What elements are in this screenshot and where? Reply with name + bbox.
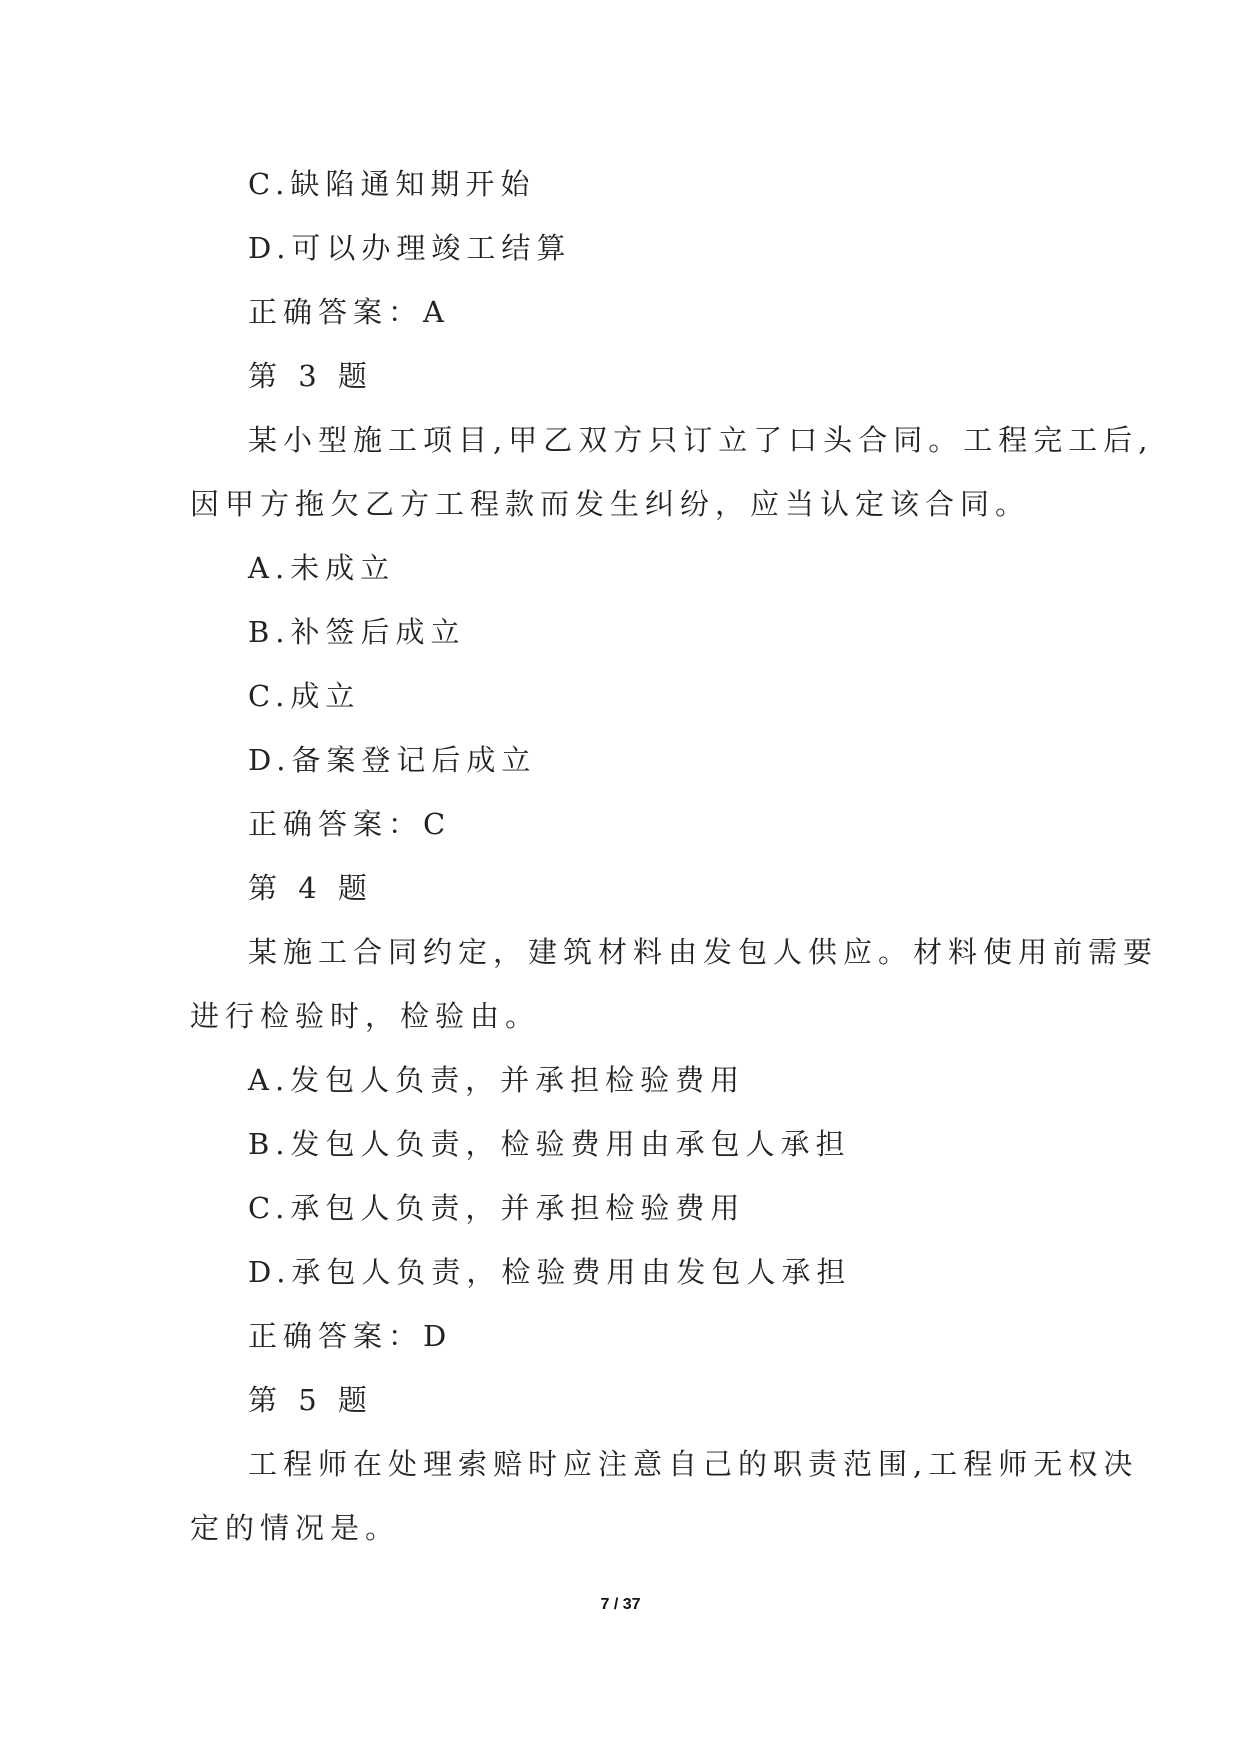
question-heading-4: 第 4 题 — [248, 871, 373, 905]
option-b-q4: B.发包人负责，检验费用由承包人承担 — [248, 1127, 851, 1161]
question-5-text-line-2: 定的情况是。 — [190, 1511, 401, 1545]
option-a-q3: A.未成立 — [248, 551, 396, 585]
question-3-text-line-1: 某小型施工项目,甲乙双方只订立了口头合同。工程完工后, — [248, 423, 1154, 457]
option-d-q2: D.可以办理竣工结算 — [248, 231, 572, 265]
page-number: 7 / 37 — [600, 1596, 641, 1613]
question-heading-5: 第 5 题 — [248, 1383, 373, 1417]
option-c-q2: C.缺陷通知期开始 — [248, 167, 536, 201]
question-4-text-line-1: 某施工合同约定，建筑材料由发包人供应。材料使用前需要 — [248, 935, 1159, 969]
option-d-q4: D.承包人负责，检验费用由发包人承担 — [248, 1255, 852, 1289]
answer-q2: 正确答案：A — [248, 295, 450, 329]
question-3-text-line-2: 因甲方拖欠乙方工程款而发生纠纷，应当认定该合同。 — [190, 487, 1031, 521]
option-d-q3: D.备案登记后成立 — [248, 743, 537, 777]
question-5-text-line-1: 工程师在处理索赔时应注意自己的职责范围,工程师无权决 — [248, 1447, 1139, 1481]
answer-q3: 正确答案：C — [248, 807, 452, 841]
question-4-text-line-2: 进行检验时，检验由。 — [190, 999, 541, 1033]
option-b-q3: B.补签后成立 — [248, 615, 466, 649]
question-heading-3: 第 3 题 — [248, 359, 373, 393]
option-a-q4: A.发包人负责，并承担检验费用 — [248, 1063, 746, 1097]
answer-q4: 正确答案：D — [248, 1319, 453, 1353]
option-c-q3: C.成立 — [248, 679, 361, 713]
option-c-q4: C.承包人负责，并承担检验费用 — [248, 1191, 746, 1225]
